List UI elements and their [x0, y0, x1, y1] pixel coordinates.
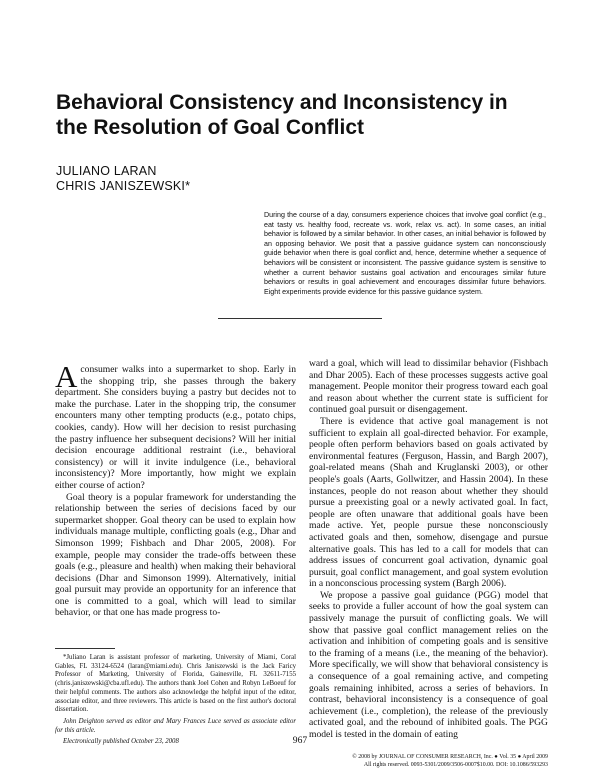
editor-note: John Deighton served as editor and Mary Frances Luce served as associate editor for this article. [55, 717, 296, 734]
drop-cap: A [55, 359, 78, 394]
copyright-line-2: All rights reserved. 0093-5301/2009/3506-0007$10.00. DOI: 10.1086/593293 [363, 762, 548, 768]
title-line-2: the Resolution of Goal Conflict [56, 116, 364, 139]
footnote-editors [55, 718, 296, 735]
paragraph-text: consumer walks into a supermarket to shop. Early in the shopping trip, she passes through the bakery department. She considers buying a pastry but decides not to make the purchase. Later in the shopping trip, the consumer encounters many other tempting products (e.g., potato chips, cookies, candy). How will her decision to resist purchasing the pastry influence her subsequent decisions? Will her initial decision encourage additional restraint (i.e., behavioral consistency) or will it invite indulgence (i.e., behavioral inconsistency)? More importantly, how might we explain either course of action? [55, 364, 296, 491]
author-name: CHRIS JANISZEWSKI* [56, 179, 191, 193]
page-number: 967 [292, 735, 308, 746]
author-list [56, 164, 190, 194]
body-paragraph: We propose a passive goal guidance (PGG) model that seeks to provide a fuller account of how the goal system can passively manage the pursuit of conflicting goals. We will show that passive goal conflict management relies on the activation and inhibition of competing goals and is sensitive to the framing of a means (i.e., the meaning of the behavior). More specifically, we will show that behavioral consistency is a consequence of a goal remaining active, and competing goals remaining inhibited, across a series of behaviors. In contrast, behavioral inconsistency is a consequence of goal achievement (i.e., completion), the release of the previously activated goal, and the rebound of inhibited goals. The PGG model is tested in the domain of eating [309, 589, 548, 740]
author-name: JULIANO LARAN [56, 164, 157, 178]
footnote-divider [55, 648, 115, 649]
copyright-notice [300, 753, 548, 769]
body-paragraph: ward a goal, which will lead to dissimilar behavior (Fishbach and Dhar 2005). Each of these processes suggests active goal management. People monitor their progress toward each goal and reason about whether the current state is sufficient for continued goal pursuit or disengagement. [309, 358, 548, 416]
body-paragraph [55, 359, 296, 492]
body-column-right [309, 358, 548, 741]
footnote [55, 654, 296, 747]
article-title [56, 90, 526, 140]
footnote-author-info: *Juliano Laran is assistant professor of marketing, University of Miami, Coral Gables, FL 33124-6524 (laran@miami.edu). Chris Janiszewski is the Jack Faricy Professor of Marketing, University of Florida, Gainesville, FL 32611-7155 (chris.janiszewski@cba.ufl.edu). The authors thank Joel Cohen and Robyn LeBoeuf for their helpful comments. The authors also acknowledge the helpful input of the editor, associate editor, and three reviewers. This article is based on the first author's doctoral dissertation. [55, 654, 296, 714]
publication-note: Electronically published October 23, 2008 [63, 738, 179, 746]
abstract: During the course of a day, consumers experience choices that involve goal conflict (e.g., eat tasty vs. healthy food, recreate vs. work, relax vs. act). In some cases, an initial behavior is followed by a similar behavior. In other cases, an initial behavior is followed by an opposing behavior. We posit that a passive guidance system can nonconsciously guide behavior when there is goal conflict and, hence, determine whether a sequence of behaviors will be consistent or inconsistent. The passive guidance system is sensitive to whether a current behavior sustains goal activation and encourages similar future behaviors or results in goal achievement and encourages dissimilar future behaviors. Eight experiments provide evidence for this passive guidance system. [264, 211, 546, 296]
copyright-line-1: © 2008 by JOURNAL OF CONSUMER RESEARCH, Inc. ● Vol. 35 ● April 2009 [352, 754, 548, 760]
body-paragraph: There is evidence that active goal management is not sufficient to explain all goal-directed behavior. For example, people often perform behaviors based on goals activated by environmental features (Ferguson, Hassin, and Bargh 2007), goal-related means (Shah and Kruglanski 2003), or other people's goals (Aarts, Gollwitzer, and Hassin 2004). In these instances, people do not reason about whether they should pursue a preexisting goal or a newly activated goal. In fact, people are often unaware that additional goals have been made active. Yet, people pursue these nonconsciously activated goals and then, somehow, disengage and pursue alternative goals. This has led to a call for models that can address issues of concurrent goal activation, dynamic goal pursuit, goal conflict management, and goal system evolution in a nonconscious processing system (Bargh 2006). [309, 415, 548, 590]
title-line-1: Behavioral Consistency and Inconsistency in [56, 91, 508, 114]
body-paragraph: Goal theory is a popular framework for understanding the relationship between the series of decisions faced by our supermarket shopper. Goal theory can be used to explain how individuals manage multiple, conflicting goals (e.g., Dhar and Simonson 1999; Fishbach and Dhar 2005, 2008). For example, people may consider the trade-offs between these goals (e.g., pleasure and health) when making their behavioral decisions (Dhar and Simonson 1999). Alternatively, initial goal pursuit may provide an opportunity for an inference that one is committed to a goal, which will lead to similar behavior, or that one has made progress to- [55, 491, 296, 619]
body-column-left [55, 359, 296, 619]
section-divider [218, 318, 382, 319]
